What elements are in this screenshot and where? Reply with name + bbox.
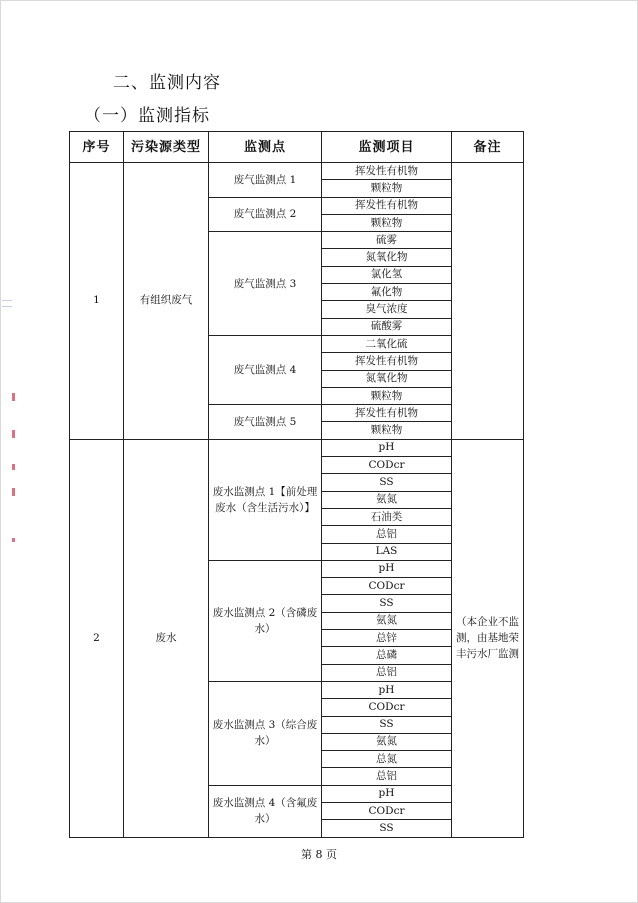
monitoring-item: CODcr [322,802,452,819]
header-note: 备注 [452,132,524,163]
monitoring-item: 颗粒物 [322,180,452,197]
table-row [70,439,524,456]
monitoring-item: 挥发性有机物 [322,353,452,370]
monitoring-point: 废气监测点 4 [209,335,322,404]
source-type: 有组织废气 [124,163,209,440]
binding-mark [12,393,15,401]
monitoring-item: 颗粒物 [322,387,452,404]
monitoring-item: 硫酸雾 [322,318,452,335]
remark [452,163,524,440]
monitoring-item: LAS [322,543,452,560]
monitoring-item: pH [322,560,452,577]
binding-mark [12,538,15,542]
monitoring-point: 废水监测点 3（综合废水） [209,681,322,785]
monitoring-table [69,131,524,838]
monitoring-item: 石油类 [322,508,452,525]
monitoring-point: 废水监测点 2（含磷废水） [209,560,322,681]
monitoring-item: 氨氮 [322,733,452,750]
binding-mark [12,464,15,470]
monitoring-item: 臭气浓度 [322,301,452,318]
monitoring-item: 总铝 [322,768,452,785]
table-body [70,163,524,838]
table-row [70,163,524,180]
monitoring-item: 总锌 [322,630,452,647]
monitoring-item: SS [322,595,452,612]
monitoring-item: pH [322,785,452,802]
monitoring-item: 硫雾 [322,232,452,249]
monitoring-item: SS [322,820,452,837]
section-heading: 二、监测内容 [113,73,221,93]
scan-mark [2,306,12,307]
monitoring-point: 废水监测点 1【前处理废水（含生活污水）】 [209,439,322,560]
header-items: 监测项目 [322,132,452,163]
monitoring-item: SS [322,716,452,733]
monitoring-item: pH [322,681,452,698]
monitoring-item: SS [322,474,452,491]
source-type: 废水 [124,439,209,837]
monitoring-item: 总磷 [322,647,452,664]
page-number: 第 8 页 [301,848,337,861]
binding-mark [12,430,15,438]
monitoring-item: pH [322,439,452,456]
header-point: 监测点 [209,132,322,163]
monitoring-item: 氮氧化物 [322,370,452,387]
monitoring-item: 挥发性有机物 [322,163,452,180]
monitoring-point: 废水监测点 4（含氟废水） [209,785,322,837]
monitoring-item: 氮氧化物 [322,249,452,266]
monitoring-item: 挥发性有机物 [322,197,452,214]
monitoring-item: 颗粒物 [322,214,452,231]
monitoring-item: 总铝 [322,526,452,543]
scan-mark [2,300,12,301]
monitoring-item: 二氧化硫 [322,335,452,352]
header-source-type: 污染源类型 [124,132,209,163]
monitoring-point: 废气监测点 1 [209,163,322,198]
binding-mark [12,488,15,496]
monitoring-item: CODcr [322,578,452,595]
header-row [70,132,524,163]
monitoring-item: CODcr [322,699,452,716]
row-number: 2 [70,439,124,837]
monitoring-item: 总铝 [322,664,452,681]
remark: （本企业不监测，由基地荣丰污水厂监测 [452,439,524,837]
monitoring-item: 氨氮 [322,612,452,629]
row-number: 1 [70,163,124,440]
monitoring-item: 氟化物 [322,284,452,301]
monitoring-point: 废气监测点 2 [209,197,322,232]
monitoring-item: 颗粒物 [322,422,452,439]
subsection-heading: （一）监测指标 [84,106,210,126]
monitoring-point: 废气监测点 3 [209,232,322,336]
header-number: 序号 [70,132,124,163]
monitoring-item: 氯化氢 [322,266,452,283]
monitoring-point: 废气监测点 5 [209,405,322,440]
monitoring-item: 挥发性有机物 [322,405,452,422]
monitoring-item: 总氮 [322,751,452,768]
monitoring-item: CODcr [322,457,452,474]
monitoring-item: 氨氮 [322,491,452,508]
